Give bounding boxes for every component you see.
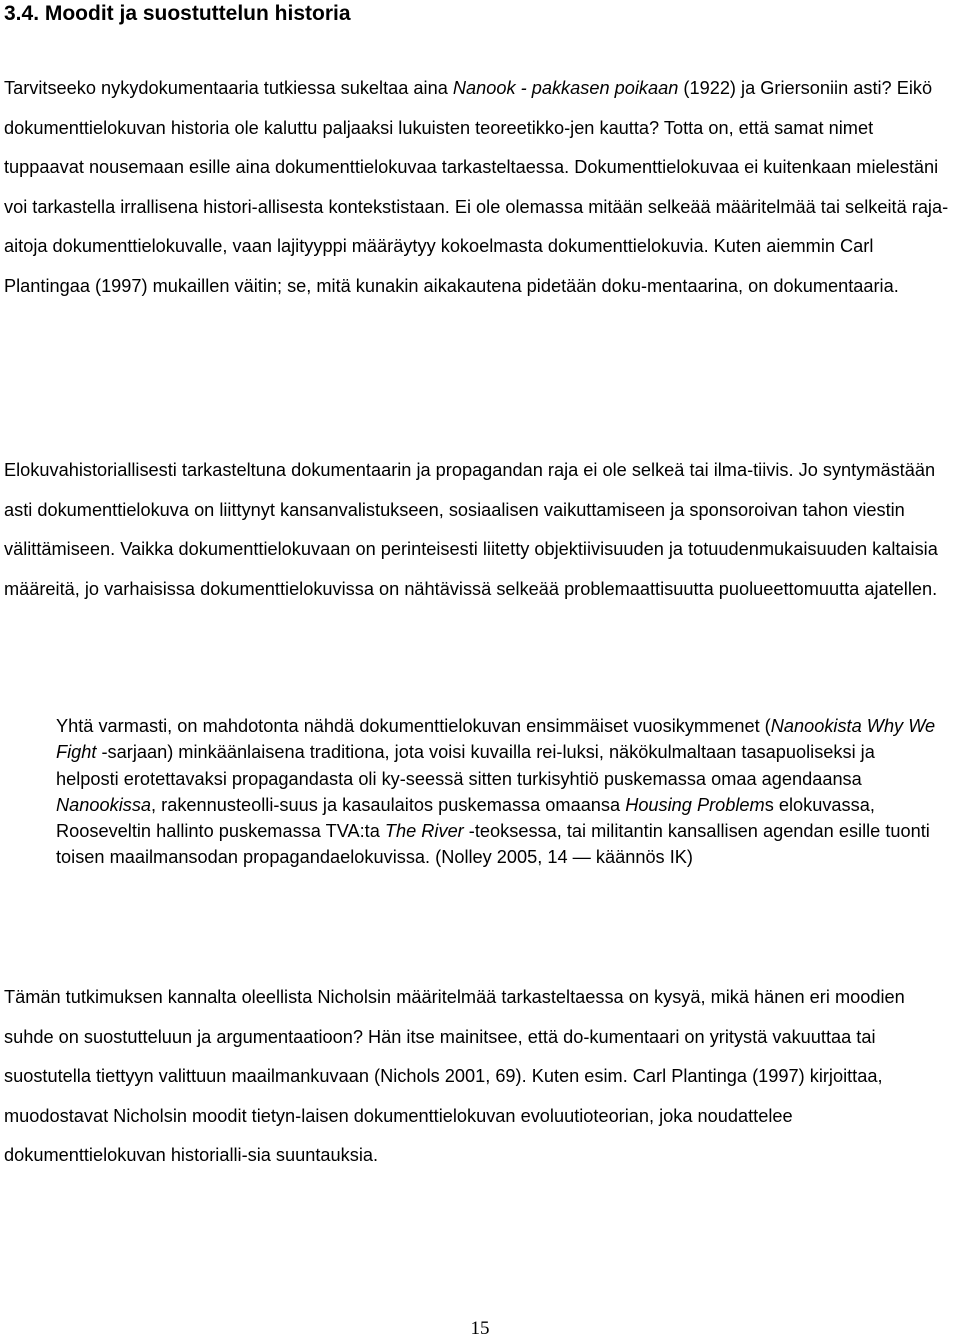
text-run: Tämän tutkimuksen kannalta oleellista Nicholsin määritelmää tarkasteltaessa on kysyä, mikä hänen eri moodien suhde on suostutteluun ja argumentaatioon? Hän itse mainitsee, että do-kumentaari on yritystä vakuuttaa tai suostutella tiettyyn valittuun maailmankuvaan (Nichols 2001, 69). Kuten esim. Carl Plantinga (1997) kirjoittaa, muodostavat Nicholsin moodit tietyn-laisen dokumenttielokuvan evoluutioteorian, joka noudattelee dokumenttielokuvan historialli-sia suuntauksia.	[4, 987, 905, 1165]
text-run: -teoksessa, tai militantin kansallisen agendan esille tuonti toisen maailmansodan propagandaelokuvissa. (Nolley 2005, 14 — käännös IK)	[56, 821, 930, 868]
block-quote	[56, 713, 936, 871]
italic-title: The River	[384, 821, 464, 842]
page-number: 15	[470, 1318, 490, 1339]
italic-title: Nanookista Why We Fight	[56, 716, 936, 763]
italic-title: Nanookissa	[56, 794, 152, 815]
italic-title: Housing Problem	[625, 794, 765, 815]
italic-title: Nanook - pakkasen poikaan	[452, 78, 679, 98]
text-run: (1922) ja Griersoniin asti? Eikö dokumenttielokuvan historia ole kaluttu paljaaksi lukuisten teoreetikko-jen kautta? Totta on, että samat nimet tuppaavat nousemaan esille aina dokumenttielokuvaa tarkasteltaessa. Dokumenttielokuvaa ei kuitenkaan mielestäni voi tarkastella irrallisena histori-allisesta kontekstistaan. Ei ole olemassa mitään selkeää määritelmää tai selkeitä raja-aitoja dokumenttielokuvalle, vaan lajityyppi määräytyy kokoelmasta dokumenttielokuvia. Kuten aiemmin Carl Plantingaa (1997) mukaillen väitin; se, mitä kunakin aikakautena pidetään doku-mentaarina, on dokumentaaria.	[4, 78, 949, 296]
body-paragraph	[4, 69, 958, 306]
text-run: s elokuvassa, Rooseveltin hallinto puskemassa TVA:ta	[56, 794, 875, 842]
text-run: Yhtä varmasti, on mahdotonta nähdä dokumenttielokuvan ensimmäiset vuosikymmenet (	[56, 716, 771, 736]
text-run: , rakennusteolli-suus ja kasaulaitos puskemassa omaansa	[151, 794, 626, 815]
text-run: Elokuvahistoriallisesti tarkasteltuna dokumentaarin ja propagandan raja ei ole selkeä tai ilma-tiivis. Jo syntymästään asti dokumenttielokuva on liittynyt kansanvalistukseen, sosiaalisen vaikuttamiseen ja sponsoroivan tahon viestin välittämiseen. Vaikka dokumenttielokuvaan on perinteisesti liitetty objektiivisuuden ja totuudenmukaisuuden kaltaisia määreitä, jo varhaisissa dokumenttielokuvissa on nähtävissä selkeää problemaattisuutta puolueettomuutta ajatellen.	[4, 460, 938, 599]
text-run: -sarjaan) minkäänlaisena traditiona, jota voisi kuvailla rei-luksi, näkökulmaltaan tasapuoliseksi ja helposti erotettavaksi propagandasta oli ky-seessä sitten turkisyhtiö puskemassa omaa agendaansa	[56, 742, 875, 789]
text-run: Tarvitseeko nykydokumentaaria tutkiessa sukeltaa aina	[4, 78, 453, 98]
body-paragraph	[4, 978, 958, 1176]
body-paragraph	[4, 451, 958, 609]
section-heading: 3.4. Moodit ja suostuttelun historia	[4, 2, 351, 25]
